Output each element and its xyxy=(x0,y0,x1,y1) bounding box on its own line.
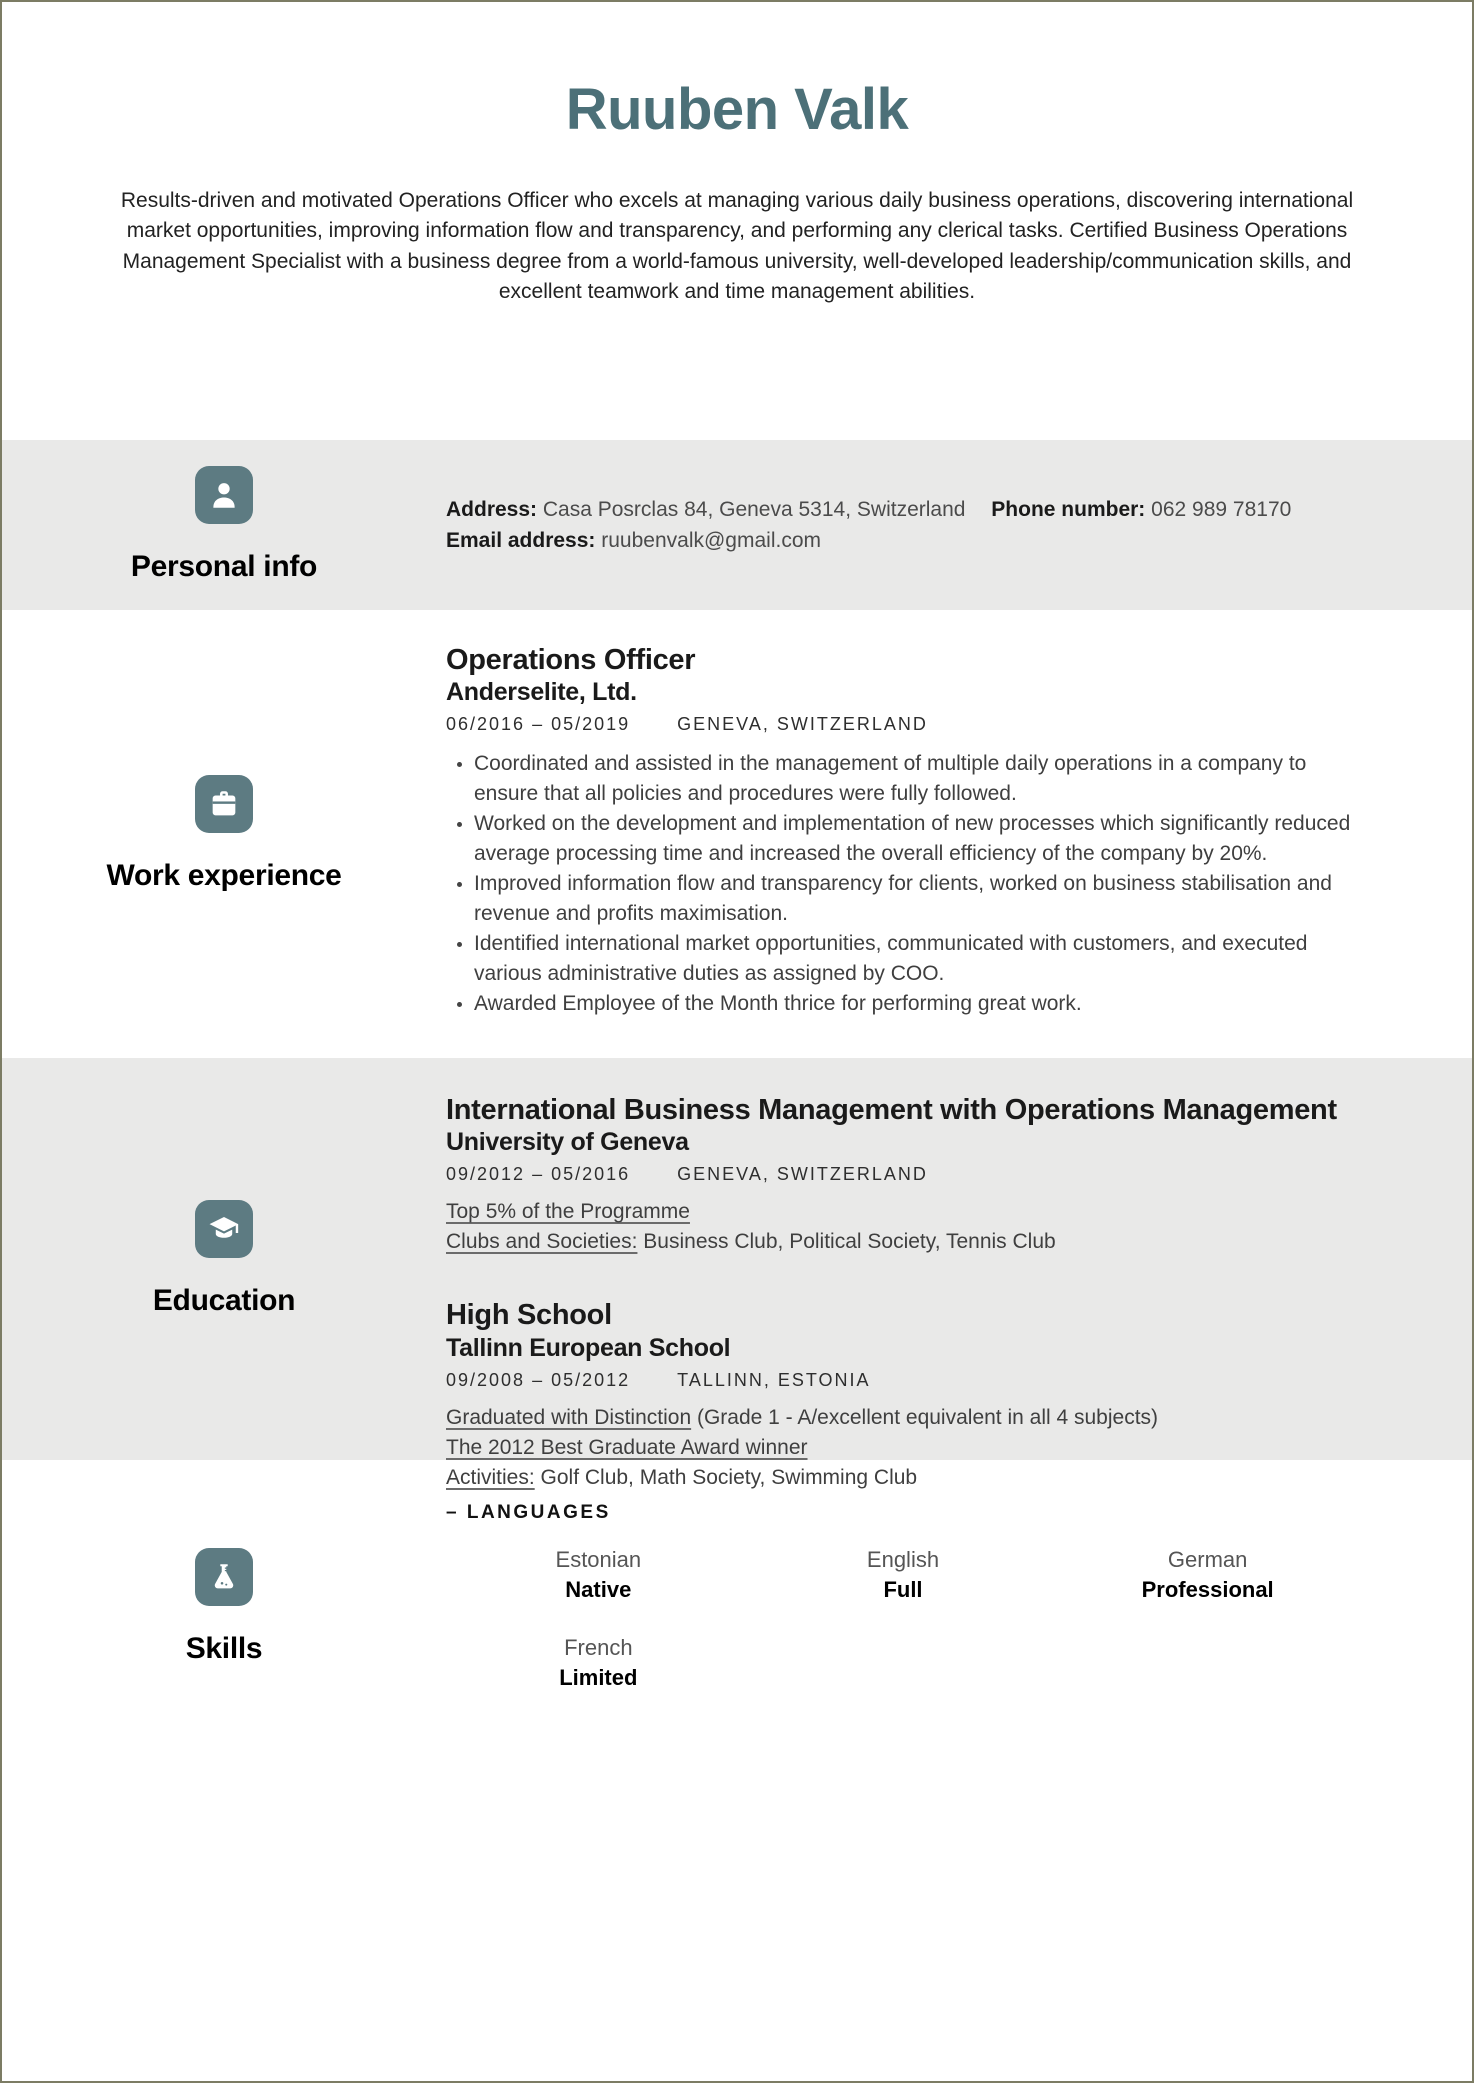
briefcase-icon xyxy=(195,775,253,833)
education-detail: Clubs and Societies: Business Club, Political Society, Tennis Club xyxy=(446,1230,1056,1254)
education-meta xyxy=(446,1164,1360,1185)
job-bullet: • Improved information flow and transparency for clients, worked on business stabilisation and revenue and profits maximisation. xyxy=(474,869,1360,929)
work-experience-label: Work experience xyxy=(106,859,342,892)
education-detail: Activities: Golf Club, Math Society, Swimming Club xyxy=(446,1465,918,1489)
section-personal-info xyxy=(2,440,1472,610)
job-entry xyxy=(446,644,1360,1019)
language-level: Professional xyxy=(1141,1576,1274,1602)
education-detail-lines xyxy=(446,1197,1360,1257)
education-label: Education xyxy=(152,1284,296,1317)
job-bullet: • Coordinated and assisted in the management of multiple daily operations in a company to ensure that all policies and procedures were fully followed. xyxy=(474,749,1360,809)
education-detail: Top 5% of the Programme xyxy=(446,1200,690,1224)
skills-label: Skills xyxy=(185,1632,263,1665)
language-name: Estonian xyxy=(555,1547,642,1572)
language-level: Native xyxy=(565,1576,632,1602)
skills-content xyxy=(446,1460,1472,2083)
skills-left-column xyxy=(2,1460,446,2083)
languages-grid xyxy=(446,1546,1360,1693)
language-item xyxy=(446,1546,751,1604)
education-meta xyxy=(446,1370,1360,1391)
job-company: Anderselite, Ltd. xyxy=(446,678,637,707)
education-location: TALLINN, ESTONIA xyxy=(677,1369,871,1390)
section-work-experience xyxy=(2,610,1472,1058)
email-value: ruubenvalk@gmail.com xyxy=(601,529,821,552)
section-education xyxy=(2,1058,1472,1489)
school-name: Tallinn European School xyxy=(446,1333,731,1362)
summary-text: Results-driven and motivated Operations Officer who excels at managing various daily business operations, discovering international market opportunities, improving information flow and transparency, and performing any clerical tasks. Certified Business Operations Management Specialist with a business degree from a world-famous university, well-developed leadership/communication skills, and excellent teamwork and time management abilities. xyxy=(120,188,1354,304)
section-skills xyxy=(2,1460,1472,2083)
education-detail: The 2012 Best Graduate Award winner xyxy=(446,1435,808,1459)
education-content xyxy=(446,1058,1472,1489)
language-name: French xyxy=(564,1635,633,1661)
address-phone-line xyxy=(446,494,1360,525)
degree-title: High School xyxy=(446,1299,612,1332)
address-label: Address: xyxy=(446,498,538,521)
education-dates: 09/2008 – 05/2012 xyxy=(446,1369,631,1390)
language-item xyxy=(446,1634,751,1692)
work-experience-content xyxy=(446,610,1472,1058)
language-level: Limited xyxy=(559,1664,638,1690)
job-bullet: • Worked on the development and implementation of new processes which significantly reduced average processing time and increased the overall efficiency of the company by 20%. xyxy=(474,809,1360,869)
languages-header: – LANGUAGES xyxy=(446,1502,611,1523)
language-level: Full xyxy=(883,1576,923,1602)
resume-header xyxy=(2,2,1472,440)
education-left-column xyxy=(2,1058,446,1460)
language-name: German xyxy=(1167,1547,1248,1572)
flask-icon xyxy=(195,1548,253,1606)
person-icon xyxy=(195,466,253,524)
job-bullet: • Identified international market opportunities, communicated with customers, and executed various administrative duties as assigned by COO. xyxy=(474,929,1360,989)
phone-label: Phone number: xyxy=(991,498,1146,521)
degree-title: International Business Management with Operations Management xyxy=(446,1094,1337,1126)
personal-info-left-column xyxy=(2,440,446,610)
language-item xyxy=(751,1546,1056,1604)
personal-info-label: Personal info xyxy=(130,550,318,583)
personal-info-content xyxy=(446,440,1472,610)
job-location: GENEVA, SWITZERLAND xyxy=(677,714,928,735)
language-name: English xyxy=(866,1547,940,1572)
education-dates: 09/2012 – 05/2016 xyxy=(446,1164,631,1185)
job-meta xyxy=(446,714,1360,735)
address-value: Casa Posrclas 84, Geneva 5314, Switzerland xyxy=(542,498,966,521)
email-label: Email address: xyxy=(446,529,596,552)
work-experience-left-column xyxy=(2,610,446,1058)
email-line xyxy=(446,525,1360,556)
graduation-cap-icon xyxy=(195,1200,253,1258)
education-location: GENEVA, SWITZERLAND xyxy=(677,1164,928,1185)
page-title: Ruuben Valk xyxy=(565,77,909,142)
language-item xyxy=(1055,1546,1360,1604)
job-bullet-list xyxy=(446,749,1360,1019)
job-title: Operations Officer xyxy=(446,644,696,676)
education-entry xyxy=(446,1094,1360,1257)
job-bullet: • Awarded Employee of the Month thrice for performing great work. xyxy=(474,989,1360,1019)
phone-value: 062 989 78170 xyxy=(1151,498,1292,521)
education-detail: Graduated with Distinction (Grade 1 - A/excellent equivalent in all 4 subjects) xyxy=(446,1405,1159,1429)
job-dates: 06/2016 – 05/2019 xyxy=(446,714,631,735)
school-name: University of Geneva xyxy=(446,1128,689,1157)
